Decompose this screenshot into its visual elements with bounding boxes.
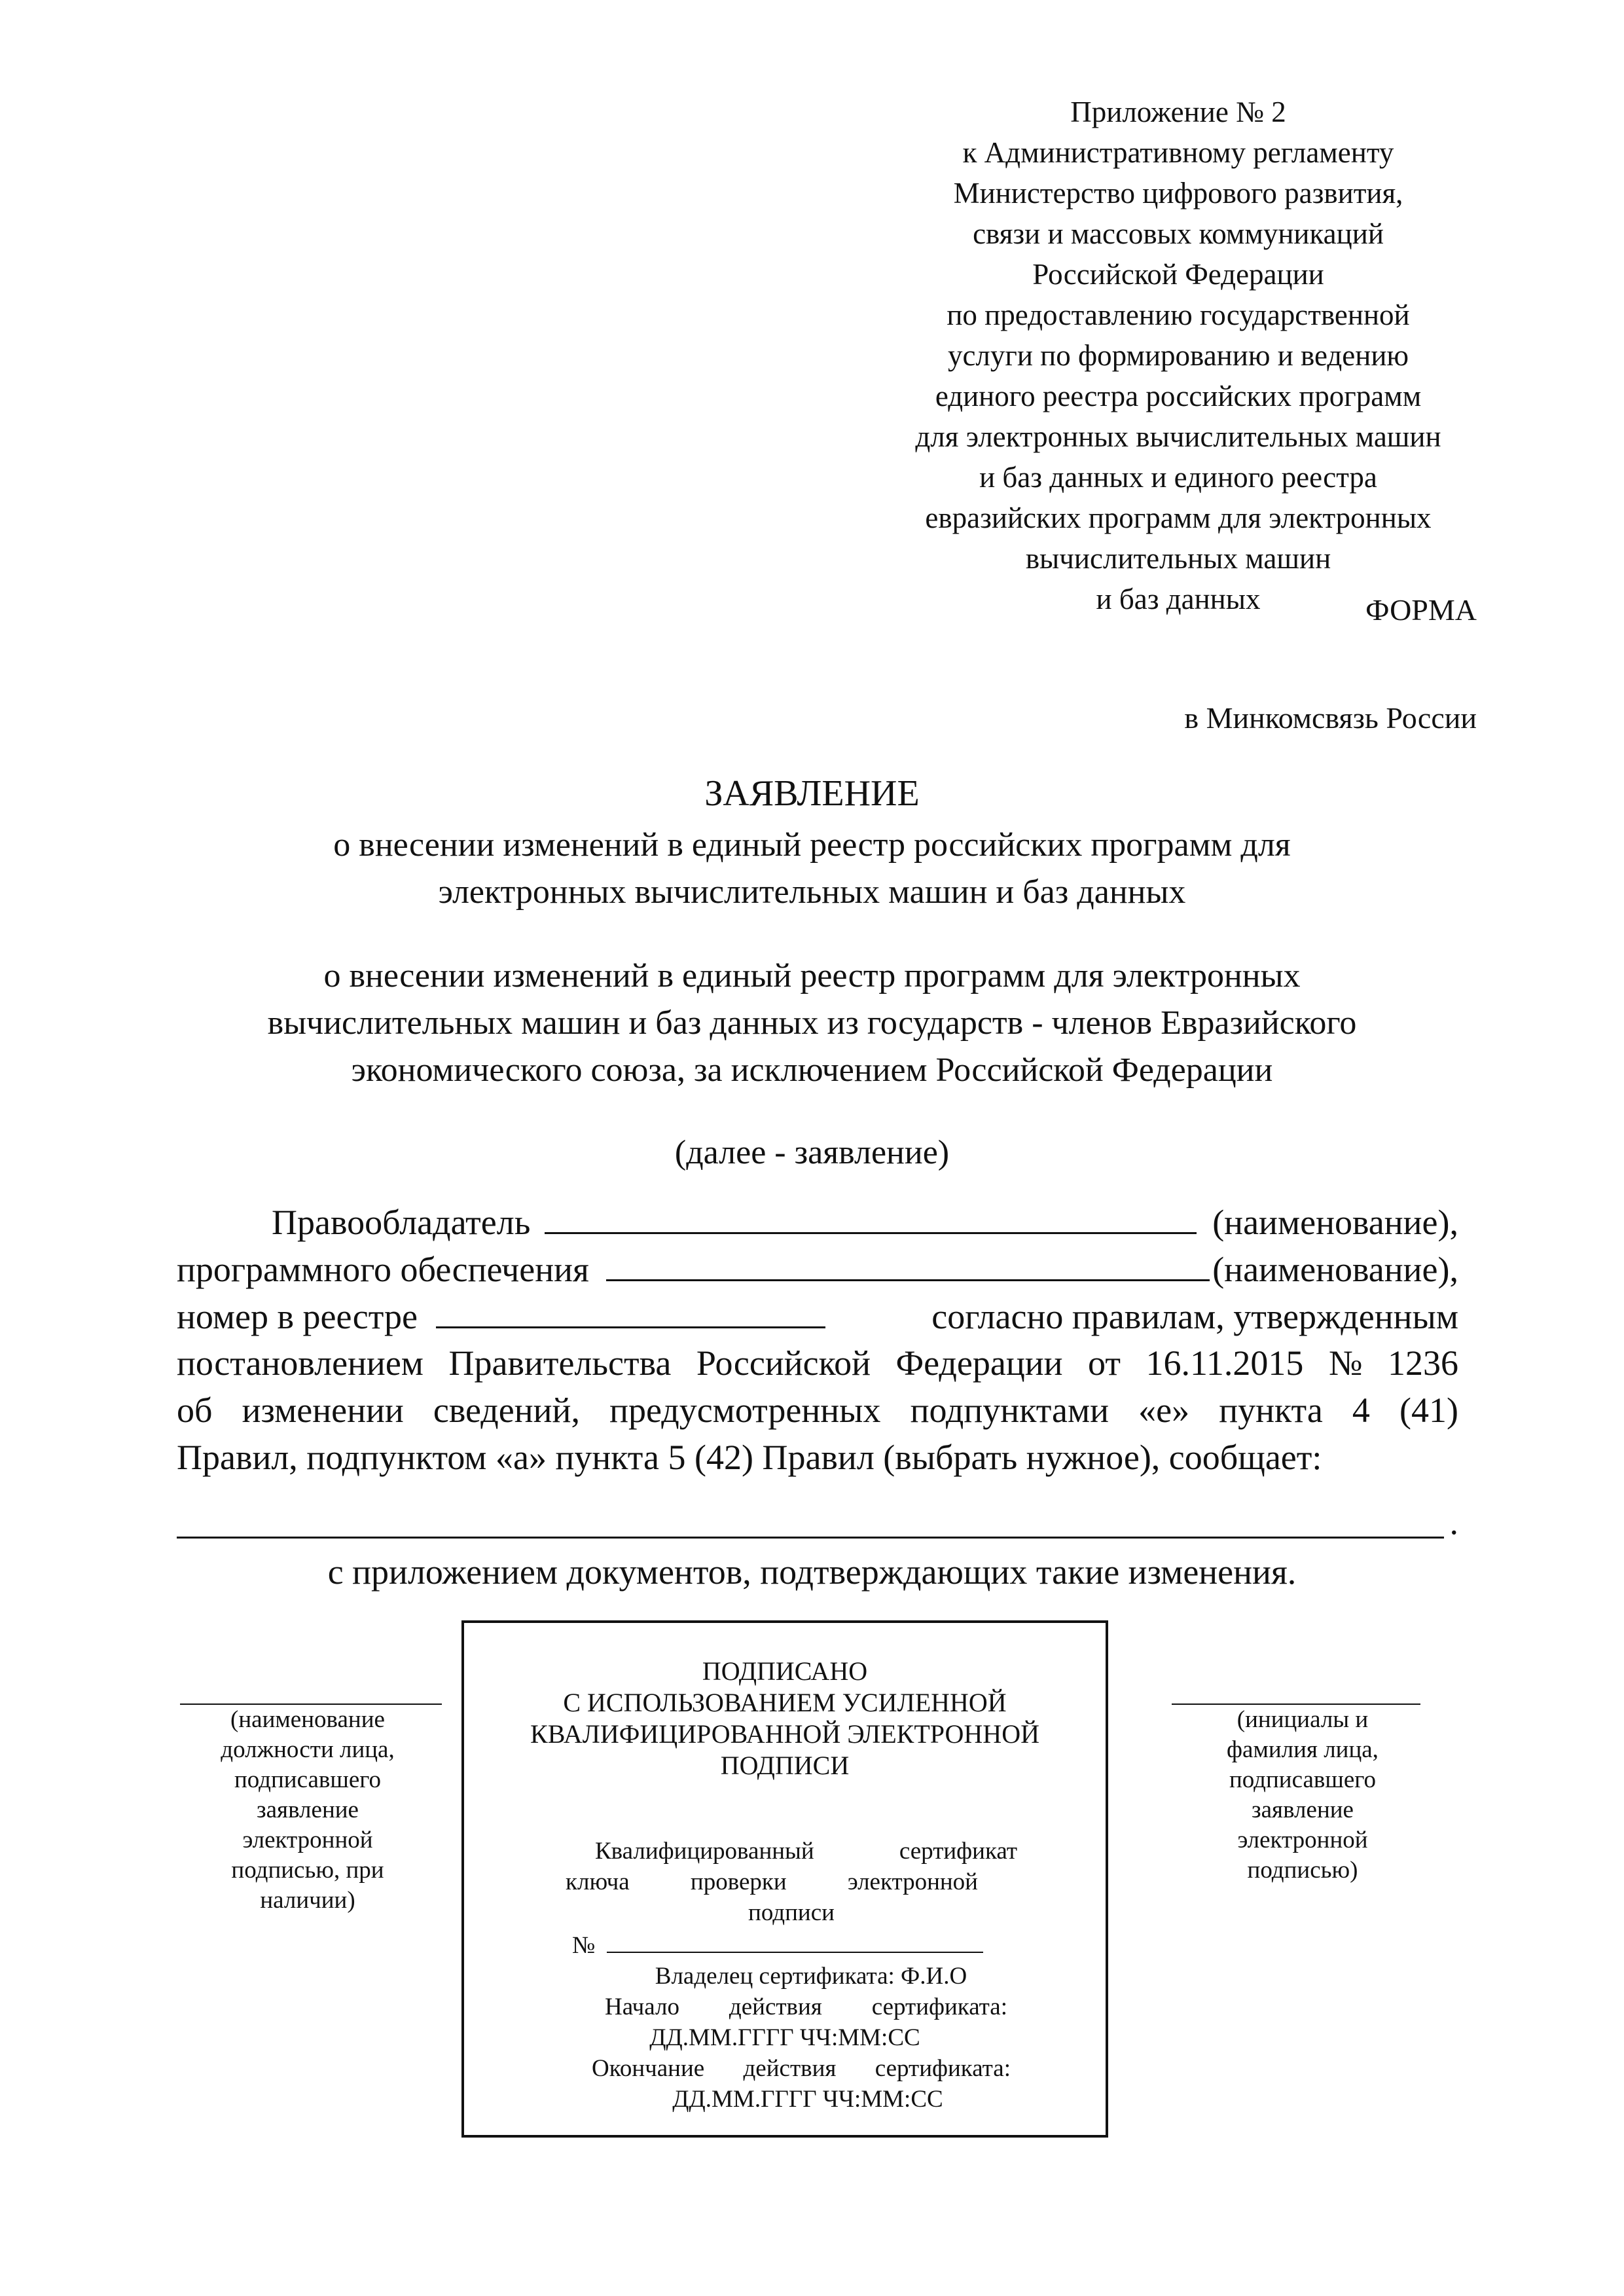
cert-line: подписи	[748, 1899, 835, 1926]
registry-number-line	[177, 1292, 1458, 1339]
caption-line: фамилия лица,	[1227, 1736, 1379, 1763]
word: сертификата:	[875, 2055, 1011, 2082]
word: пункта	[1219, 1391, 1323, 1430]
appendix-line: и баз данных	[1096, 583, 1261, 615]
appendix-line: для электронных вычислительных машин	[915, 420, 1441, 453]
word: Начало	[605, 1994, 679, 2020]
registry-number-tail: согласно правилам, утвержденным	[931, 1297, 1458, 1336]
certificate-end-value: ДД.ММ.ГГГГ ЧЧ:ММ:СС	[672, 2086, 943, 2113]
appendix-line: Российской Федерации	[1032, 258, 1324, 291]
appendix-line: по предоставлению государственной	[947, 299, 1410, 331]
subtitle-eaeu-registry	[0, 953, 1624, 1094]
caption-line: подписавшего	[234, 1766, 382, 1793]
appendix-line: Приложение № 2	[1070, 96, 1286, 128]
appendix-line: Министерство цифрового развития,	[953, 177, 1403, 210]
word: сведений,	[433, 1391, 580, 1430]
appendix-line: единого реестра российских программ	[935, 380, 1422, 412]
word: подпунктами	[910, 1391, 1110, 1430]
software-hint: (наименование),	[1212, 1250, 1458, 1289]
word: 16.11.2015	[1146, 1343, 1304, 1383]
appendix-line: услуги по формированию и ведению	[947, 339, 1409, 372]
word: 1236	[1388, 1343, 1458, 1383]
appendix-line: и баз данных и единого реестра	[979, 461, 1377, 494]
caption-line: (инициалы и	[1236, 1706, 1369, 1733]
word: проверки	[690, 1868, 787, 1895]
stamp-heading-line: ПОДПИСАНО	[702, 1656, 868, 1686]
signer-position-block	[177, 1702, 439, 1916]
signer-name-block	[1172, 1702, 1434, 1886]
rightholder-hint: (наименование),	[1212, 1203, 1458, 1242]
software-label: программного обеспечения	[177, 1250, 589, 1289]
stamp-heading	[464, 1656, 1106, 1781]
caption-line: подписью)	[1247, 1857, 1358, 1884]
word: электронной	[847, 1868, 978, 1895]
word: ключа	[566, 1868, 630, 1895]
registry-number-label: номер в реестре	[177, 1297, 418, 1336]
certificate-number-label: №	[572, 1932, 596, 1959]
word: изменении	[242, 1391, 404, 1430]
word: предусмотренных	[609, 1391, 881, 1430]
word: (41)	[1399, 1391, 1458, 1430]
form-label: ФОРМА	[1365, 593, 1477, 627]
word: Российской	[696, 1343, 871, 1383]
caption-line: (наименование	[230, 1706, 385, 1733]
certificate-owner: Владелец сертификата: Ф.И.О	[655, 1963, 967, 1990]
word: постановлением	[177, 1343, 424, 1383]
subtitle-line: о внесении изменений в единый реестр программ для электронных	[323, 957, 1301, 994]
caption-line: подписью, при	[231, 1857, 384, 1884]
changes-description-rule	[177, 1537, 1444, 1539]
caption-line: электронной	[1237, 1827, 1368, 1853]
signer-position-caption	[177, 1705, 439, 1916]
signer-name-caption	[1172, 1705, 1434, 1886]
changes-description-field[interactable]	[177, 1493, 1458, 1542]
caption-line: электронной	[242, 1827, 373, 1853]
word: действия	[743, 2055, 837, 2082]
cert-line	[566, 1867, 978, 1897]
subtitle-line: электронных вычислительных машин и баз данных	[438, 873, 1186, 911]
word: сертификат	[899, 1838, 1017, 1865]
certificate-end-label	[592, 2053, 1011, 2084]
subtitle-line: о внесении изменений в единый реестр российских программ для	[333, 826, 1291, 864]
word: 4	[1352, 1391, 1370, 1430]
word: Правительства	[448, 1343, 672, 1383]
appendix-line: к Административному регламенту	[962, 136, 1394, 169]
stamp-heading-line: КВАЛИФИЦИРОВАННОЙ ЭЛЕКТРОННОЙ	[530, 1719, 1039, 1749]
word: Квалифицированный	[595, 1838, 814, 1865]
certificate-start-value: ДД.ММ.ГГГГ ЧЧ:ММ:СС	[649, 2024, 920, 2051]
appendix-line: вычислительных машин	[1025, 542, 1331, 575]
changes-line	[177, 1387, 1458, 1434]
cert-line	[595, 1836, 1017, 1867]
subtitle-line: экономического союза, за исключением Российской Федерации	[351, 1051, 1273, 1089]
appendix-line: связи и массовых коммуникаций	[973, 217, 1384, 250]
appendix-header	[844, 92, 1512, 619]
attachment-note: с приложением документов, подтверждающих такие изменения.	[327, 1552, 1297, 1592]
caption-line: заявление	[1252, 1796, 1354, 1823]
word: об	[177, 1391, 213, 1430]
software-line	[177, 1245, 1458, 1292]
caption-line: заявление	[257, 1796, 359, 1823]
caption-line: подписавшего	[1229, 1766, 1377, 1793]
certificate-number-line	[572, 1928, 1017, 1961]
subtitle-short-name: (далее - заявление)	[674, 1134, 950, 1171]
rightholder-line	[177, 1198, 1458, 1245]
word: от	[1088, 1343, 1121, 1383]
changes-description-dot: .	[1449, 1503, 1458, 1542]
stamp-heading-line: ПОДПИСИ	[720, 1751, 850, 1780]
addressee: в Минкомсвязь России	[1184, 701, 1477, 735]
word: №	[1328, 1343, 1363, 1383]
caption-line: наличии)	[260, 1887, 355, 1914]
word: Окончание	[592, 2055, 705, 2082]
electronic-signature-stamp	[461, 1620, 1108, 2138]
certificate-number-field[interactable]	[607, 1928, 983, 1953]
appendix-line: евразийских программ для электронных	[925, 501, 1432, 534]
word: действия	[729, 1994, 822, 2020]
software-input[interactable]	[606, 1245, 1210, 1281]
rules-line: Правил, подпунктом «а» пункта 5 (42) Правил (выбрать нужное), сообщает:	[177, 1438, 1322, 1477]
rightholder-input[interactable]	[545, 1198, 1197, 1234]
document-title: ЗАЯВЛЕНИЕ	[704, 773, 920, 814]
word: «е»	[1138, 1391, 1190, 1430]
stamp-heading-line: С ИСПОЛЬЗОВАНИЕМ УСИЛЕННОЙ	[563, 1688, 1007, 1717]
subtitle-russian-registry	[0, 822, 1624, 916]
word: Федерации	[895, 1343, 1063, 1383]
registry-number-input[interactable]	[436, 1292, 825, 1328]
rightholder-label: Правообладатель	[272, 1203, 531, 1242]
word: сертификата:	[871, 1994, 1007, 2020]
subtitle-line: вычислительных машин и баз данных из государств - членов Евразийского	[267, 1004, 1357, 1042]
resolution-line	[177, 1339, 1458, 1387]
caption-line: должности лица,	[221, 1736, 395, 1763]
certificate-details	[566, 1836, 1017, 2115]
certificate-start-label	[605, 1992, 1007, 2022]
